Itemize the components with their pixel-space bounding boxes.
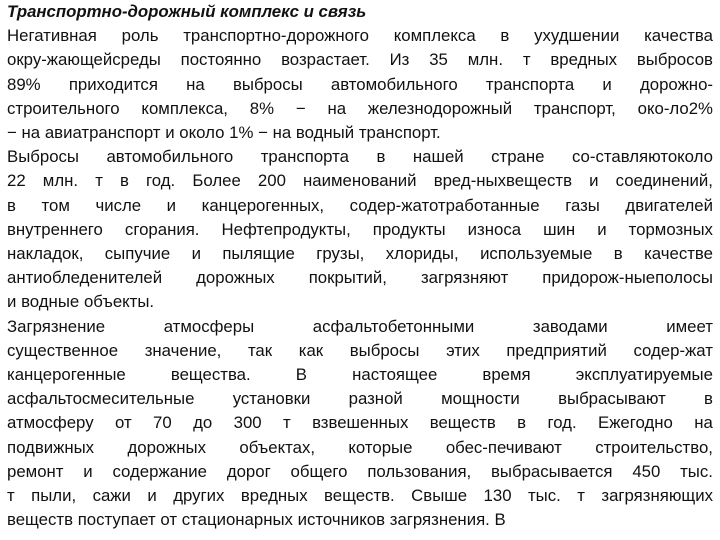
word: выбросов (636, 50, 713, 70)
word: Более (192, 171, 241, 191)
word: и (166, 195, 177, 215)
word: используемые (480, 244, 593, 264)
paragraph-3 (7, 315, 713, 533)
word: объектах, (239, 437, 316, 457)
word: установки (232, 389, 311, 409)
word: Свыше (411, 486, 468, 506)
word: тыс. (680, 461, 713, 481)
word: тормозных (628, 219, 713, 239)
text-line (7, 73, 713, 97)
text-line (7, 97, 713, 121)
text-line (7, 145, 713, 169)
word: обес-печивают (445, 437, 562, 457)
word: дорожных (127, 437, 207, 457)
word: на (21, 123, 41, 143)
text-line (7, 460, 713, 484)
word: наименований (303, 171, 417, 191)
word: содер-жат (633, 340, 713, 360)
document-title: Транспортно-дорожный комплекс и связь (7, 2, 367, 21)
word: имеет (666, 316, 713, 336)
text-line (7, 266, 713, 290)
word: вредных (550, 50, 618, 70)
word: транспорт, (533, 98, 616, 118)
text-line (7, 24, 713, 48)
word: − (295, 98, 306, 118)
word: существенное (7, 340, 119, 360)
text-line (7, 315, 713, 339)
word: загрязнения. (389, 510, 490, 530)
word: и (7, 292, 17, 312)
word: загрязняющих (601, 486, 713, 506)
word: 70 (153, 413, 172, 433)
word: выбрасывают (558, 389, 666, 409)
paragraph-2 (7, 145, 713, 314)
word: придорож-ныеполосы (542, 268, 713, 288)
word: канцерогенные (7, 365, 126, 385)
document-content (7, 0, 713, 532)
text-line (7, 48, 713, 72)
word: внутреннего (7, 219, 103, 239)
text-line (7, 242, 713, 266)
word: со-ставляютоколо (571, 147, 713, 167)
word: − (258, 123, 268, 143)
word: значение, (144, 340, 222, 360)
word: в (613, 244, 623, 264)
word: около (179, 123, 225, 143)
word: общего (290, 461, 348, 481)
word: Ежегодно (598, 413, 673, 433)
word: комплекса (393, 26, 476, 46)
word: веществ (7, 510, 74, 530)
word: пользования, (367, 461, 472, 481)
text-line (7, 218, 713, 242)
word: мощности (441, 389, 520, 409)
word: т (7, 486, 15, 506)
word: млн. (467, 50, 503, 70)
word: строительного (7, 98, 120, 118)
word: шин (543, 219, 576, 239)
word: водный (295, 123, 355, 143)
word: тыс. (527, 486, 561, 506)
text-line (7, 363, 713, 387)
word: хлориды, (385, 244, 459, 264)
word: транспорта (260, 147, 349, 167)
word: и (147, 486, 157, 506)
word: на (327, 98, 347, 118)
word: 130 (483, 486, 512, 506)
word: содер-жатотработанные (349, 195, 540, 215)
word: и (83, 461, 93, 481)
word: поступает (77, 510, 156, 530)
word: дорожных (196, 268, 275, 288)
word: пылящие (222, 244, 295, 264)
word: Выбросы (7, 147, 79, 167)
word: накладок, (7, 244, 84, 264)
word: око-ло2% (637, 98, 713, 118)
word: вредных (240, 486, 308, 506)
word: веществ (429, 413, 496, 433)
word: и (602, 74, 612, 94)
word: покрытий, (308, 268, 387, 288)
word: водные (21, 292, 80, 312)
word: канцерогенных, (201, 195, 325, 215)
word: и (191, 244, 201, 264)
word: Из (389, 50, 410, 70)
word: на (694, 413, 713, 433)
text-line (7, 411, 713, 435)
word: окру-жающейсреды (7, 50, 161, 70)
word: выбрасывается (490, 461, 613, 481)
word: качества (644, 26, 713, 46)
word: в (517, 413, 527, 433)
word: атмосферу (7, 413, 94, 433)
paragraph-1 (7, 24, 713, 145)
word: заводами (532, 316, 608, 336)
word: разной (348, 389, 403, 409)
word: в (376, 147, 386, 167)
word: числе (95, 195, 142, 215)
word: подвижных (7, 437, 95, 457)
word: других (173, 486, 225, 506)
word: ухудшении (534, 26, 620, 46)
word: год. (146, 171, 176, 191)
word: млн. (42, 171, 79, 191)
word: приходится (68, 74, 158, 94)
word: нашей (412, 147, 464, 167)
word: двигателей (625, 195, 713, 215)
word: и (597, 219, 607, 239)
word: предприятий (506, 340, 607, 360)
word: пыли, (31, 486, 77, 506)
text-line (7, 121, 713, 145)
word: сгорания. (124, 219, 200, 239)
word: источников (297, 510, 386, 530)
word: т (95, 171, 103, 191)
word: транспортно-дорожного (183, 26, 370, 46)
word: т (283, 413, 291, 433)
word: веществ. (324, 486, 395, 506)
text-line (7, 339, 713, 363)
word: дорожно- (639, 74, 713, 94)
word: автомобильного (106, 147, 234, 167)
word: вещества. (170, 365, 251, 385)
word: выбросы (232, 74, 303, 94)
word: асфальтобетонными (312, 316, 475, 336)
word: которые (348, 437, 413, 457)
word: − (7, 123, 17, 143)
word: так (247, 340, 273, 360)
word: и (589, 171, 599, 191)
word: асфальтосмесительные (7, 389, 195, 409)
text-line (7, 194, 713, 218)
text-line (7, 169, 713, 193)
word: взвешенных (312, 413, 409, 433)
word: антиобледенителей (7, 268, 163, 288)
word: в (704, 389, 713, 409)
word: вред-ныхвеществ (433, 171, 573, 191)
word: Загрязнение (7, 316, 106, 336)
word: 450 (632, 461, 661, 481)
word: железнодорожный (367, 98, 513, 118)
word: на (272, 123, 292, 143)
word: 1% (229, 123, 254, 143)
word: транспорта (485, 74, 575, 94)
word: до (193, 413, 213, 433)
word: соединений, (615, 171, 713, 191)
word: дорог (226, 461, 271, 481)
word: эксплуатируемые (575, 365, 713, 385)
word: В (494, 510, 506, 530)
word: настоящее (352, 365, 438, 385)
word: 89% (7, 74, 41, 94)
word: атмосферы (163, 316, 255, 336)
word: т (577, 486, 585, 506)
word: том (41, 195, 70, 215)
word: этих (446, 340, 480, 360)
word: автомобильного (330, 74, 458, 94)
text-line (7, 290, 713, 314)
word: 300 (233, 413, 262, 433)
text-line (7, 436, 713, 460)
word: строительство, (595, 437, 713, 457)
word: в (120, 171, 129, 191)
text-line (7, 508, 713, 532)
word: год. (547, 413, 577, 433)
word: качестве (644, 244, 713, 264)
word: продукты (372, 219, 446, 239)
word: газы (565, 195, 600, 215)
word: загрязняют (420, 268, 509, 288)
word: комплекса, (141, 98, 228, 118)
word: выбросы (349, 340, 420, 360)
word: грузы, (316, 244, 365, 264)
word: Негативная (7, 26, 97, 46)
word: от (114, 413, 132, 433)
word: стране (491, 147, 545, 167)
word: стационарных (181, 510, 293, 530)
word: и (165, 123, 175, 143)
word: 22 (7, 171, 26, 191)
word: 200 (257, 171, 286, 191)
text-line (7, 387, 713, 411)
word: в (7, 195, 16, 215)
word: содержание (112, 461, 208, 481)
word: авиатранспорт (44, 123, 161, 143)
word: в (500, 26, 510, 46)
word: роль (121, 26, 159, 46)
word: как (298, 340, 324, 360)
word: на (186, 74, 205, 94)
word: объекты. (83, 292, 155, 312)
word: т (522, 50, 531, 70)
word: износа (467, 219, 522, 239)
text-line (7, 484, 713, 508)
word: транспорт. (358, 123, 441, 143)
word: возрастает. (281, 50, 370, 70)
word: постоянно (180, 50, 262, 70)
word: ремонт (7, 461, 64, 481)
word: В (295, 365, 307, 385)
word: сыпучие (104, 244, 171, 264)
word: 8% (249, 98, 275, 118)
word: Нефтепродукты, (221, 219, 351, 239)
word: сажи (92, 486, 131, 506)
word: 35 (429, 50, 448, 70)
word: от (160, 510, 178, 530)
word: время (482, 365, 531, 385)
